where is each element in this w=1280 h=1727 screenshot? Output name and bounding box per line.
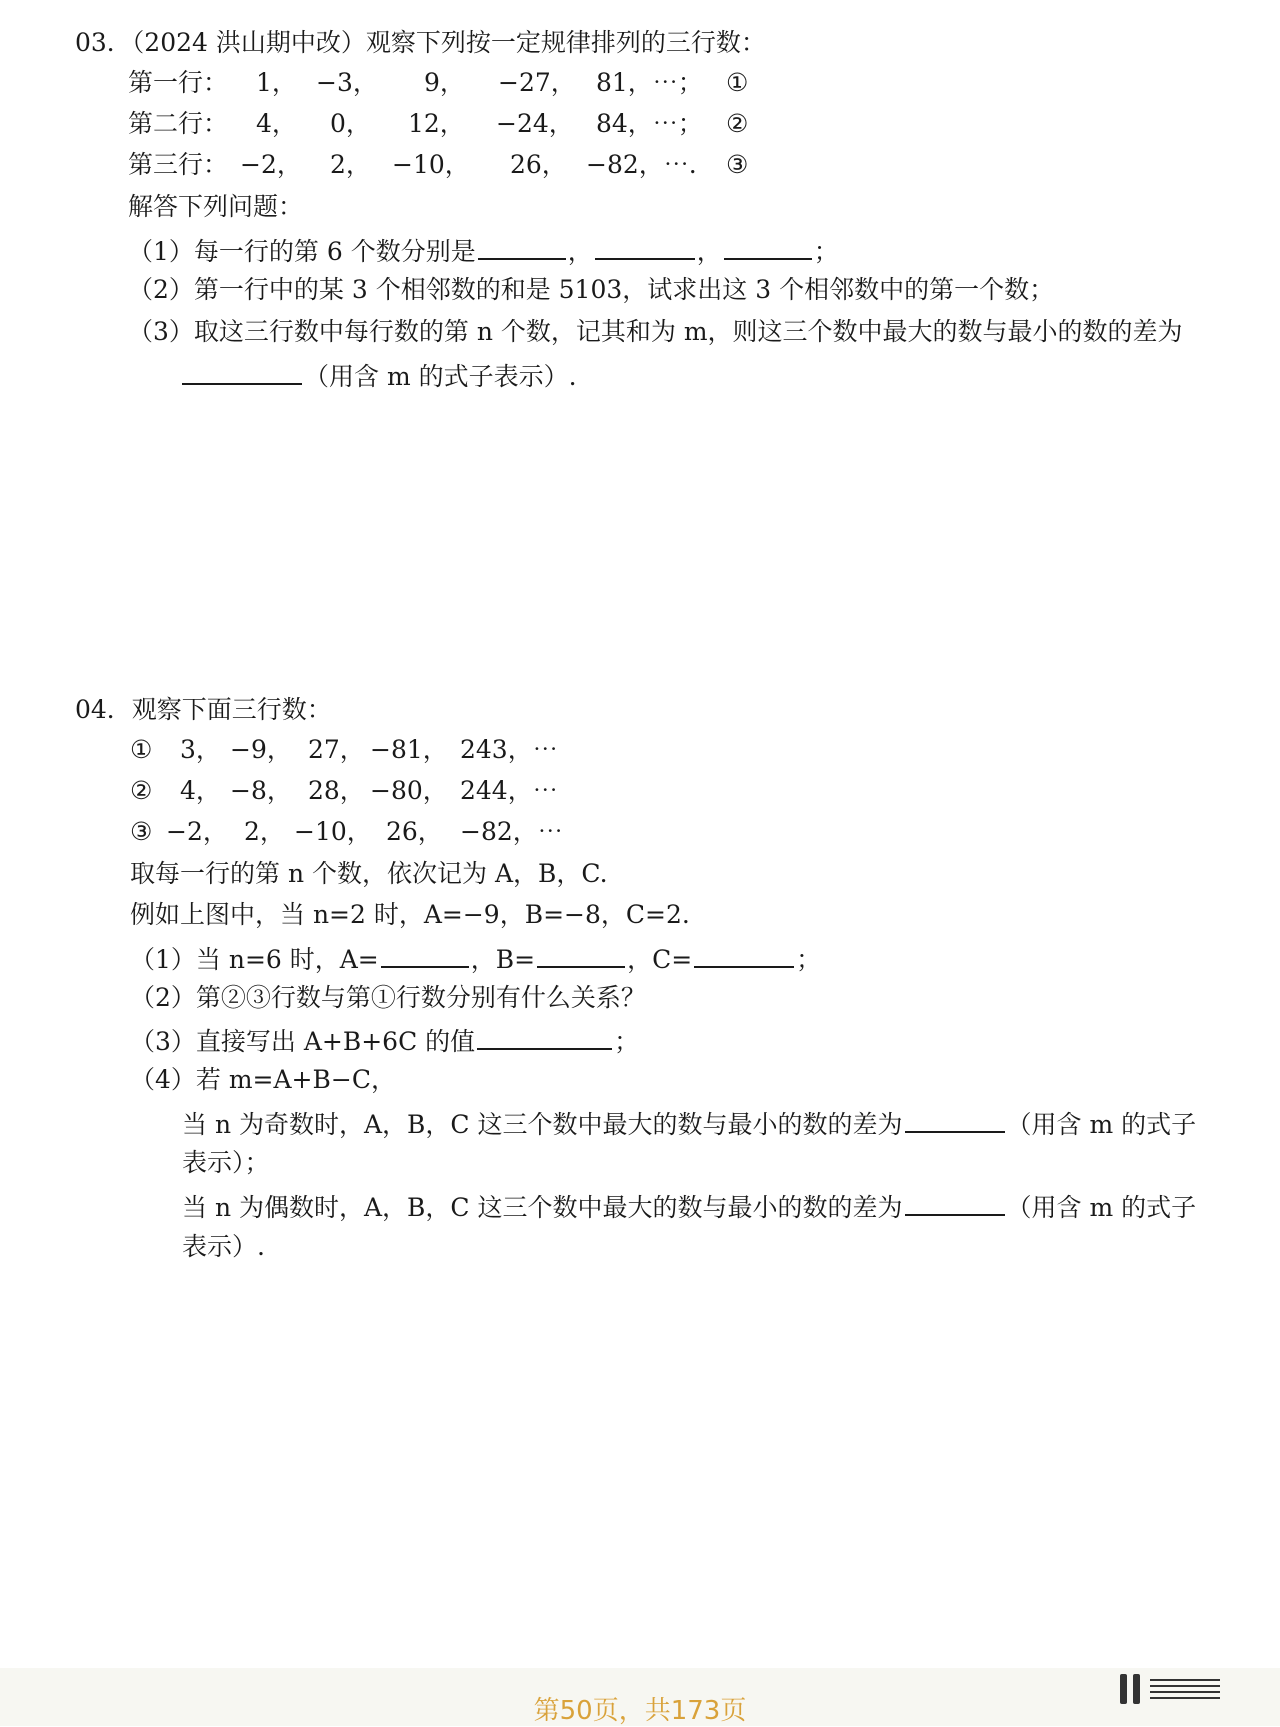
- q04-intro-1: 取每一行的第 n 个数，依次记为 A，B，C.: [130, 859, 608, 888]
- page-indicator: 第50页，共173页: [533, 1696, 747, 1726]
- answer-blank[interactable]: [182, 357, 302, 385]
- answer-blank[interactable]: [537, 940, 625, 968]
- q04-part-4-odd-cont: 表示）；: [182, 1148, 270, 1177]
- row-mark: ②: [726, 109, 749, 138]
- q03-header: 03．（2024 洪山期中改）观察下列按一定规律排列的三行数：: [75, 28, 766, 57]
- q04-part-2: （2）第②③行数与第①行数分别有什么关系？: [130, 983, 646, 1012]
- q03-part-1: （1）每一行的第 6 个数分别是 ， ， ；: [128, 232, 839, 269]
- answer-blank[interactable]: [694, 940, 794, 968]
- q04-part-4: （4）若 m=A+B−C，: [130, 1065, 396, 1094]
- q04-intro-2: 例如上图中，当 n=2 时，A=−9，B=−8，C=2.: [130, 900, 690, 929]
- row-mark: ③: [726, 150, 749, 179]
- q04-header: 04．观察下面三行数：: [75, 695, 332, 724]
- row-mark: ①: [726, 68, 749, 97]
- q04-part-4-even-cont: 表示）.: [182, 1232, 265, 1261]
- scroll-handle-icon[interactable]: [1120, 1672, 1240, 1706]
- q04-part-1: （1）当 n=6 时，A= ，B= ，C= ；: [130, 940, 821, 977]
- q03-part-2: （2）第一行中的某 3 个相邻数的和是 5103，试求出这 3 个相邻数中的第一个数；: [128, 275, 1055, 304]
- q03-part-3-cont: （用含 m 的式子表示）.: [180, 357, 577, 394]
- q04-part-3: （3）直接写出 A+B+6C 的值 ；: [130, 1022, 639, 1059]
- answer-blank[interactable]: [381, 940, 469, 968]
- answer-blank[interactable]: [905, 1188, 1005, 1216]
- answer-blank[interactable]: [905, 1105, 1005, 1133]
- row-mark: ①: [130, 735, 153, 764]
- q04-part-4-odd: 当 n 为奇数时，A，B，C 这三个数中最大的数与最小的数的差为 （用含 m 的式子: [182, 1105, 1196, 1142]
- q03-part-3: （3）取这三行数中每行数的第 n 个数，记其和为 m，则这三个数中最大的数与最小的数的差为: [128, 317, 1183, 346]
- document-page: 03．（2024 洪山期中改）观察下列按一定规律排列的三行数： 第一行： 1， −3， 9， −27， 81，⋯； ① 第二行： 4， 0， 12， −24， 84，⋯； ② 第三行： −2， 2， −10， 26， −82，⋯. ③ 解答下列问题： （1）每一行的第 6 个数分别是 ， ， ； （2）第一行中的某 3 个相邻数的和是 5103，试求出这 3 个相邻数中的第一个数； （3）取这三行数中每行数的第 n 个数，记其和为 m，则这三个数中最大的数与最小的数的差为 （用含 m 的式子表示）. 04．观察下面三行数： ① 3， −9， 27， −81， 243，⋯ ② 4， −8， 28， −80， 244，⋯ ③ −2， 2， −10， 26， −82，⋯ 取每一行的第 n 个数，依次记为 A，B，C. 例如上图中，当 n=2 时，A=−9，B=−8，C=2. （1）当 n=6 时，A= ，B= ，C= ； （2）第②③行数与第①行数分别有什么关系？ （3）直接写出 A+B+6C 的值 ； （4）若 m=A+B−C， 当 n 为奇数时，A，B，C 这三个数中最大的数与最小的数的差为 （用含 m 的式子 表示）； 当 n 为偶数时，A，B，C 这三个数中最大的数与最小的数的差为 （用含 m 的式子 表示）. 第50页，共173页: [0, 0, 1280, 1726]
- row-mark: ③: [130, 817, 153, 846]
- answer-blank[interactable]: [724, 232, 812, 260]
- q04-part-4-even: 当 n 为偶数时，A，B，C 这三个数中最大的数与最小的数的差为 （用含 m 的式子: [182, 1188, 1196, 1225]
- answer-blank[interactable]: [595, 232, 695, 260]
- answer-blank[interactable]: [477, 1022, 612, 1050]
- row-mark: ②: [130, 776, 153, 805]
- q03-prompt: 解答下列问题：: [128, 192, 304, 221]
- answer-blank[interactable]: [478, 232, 566, 260]
